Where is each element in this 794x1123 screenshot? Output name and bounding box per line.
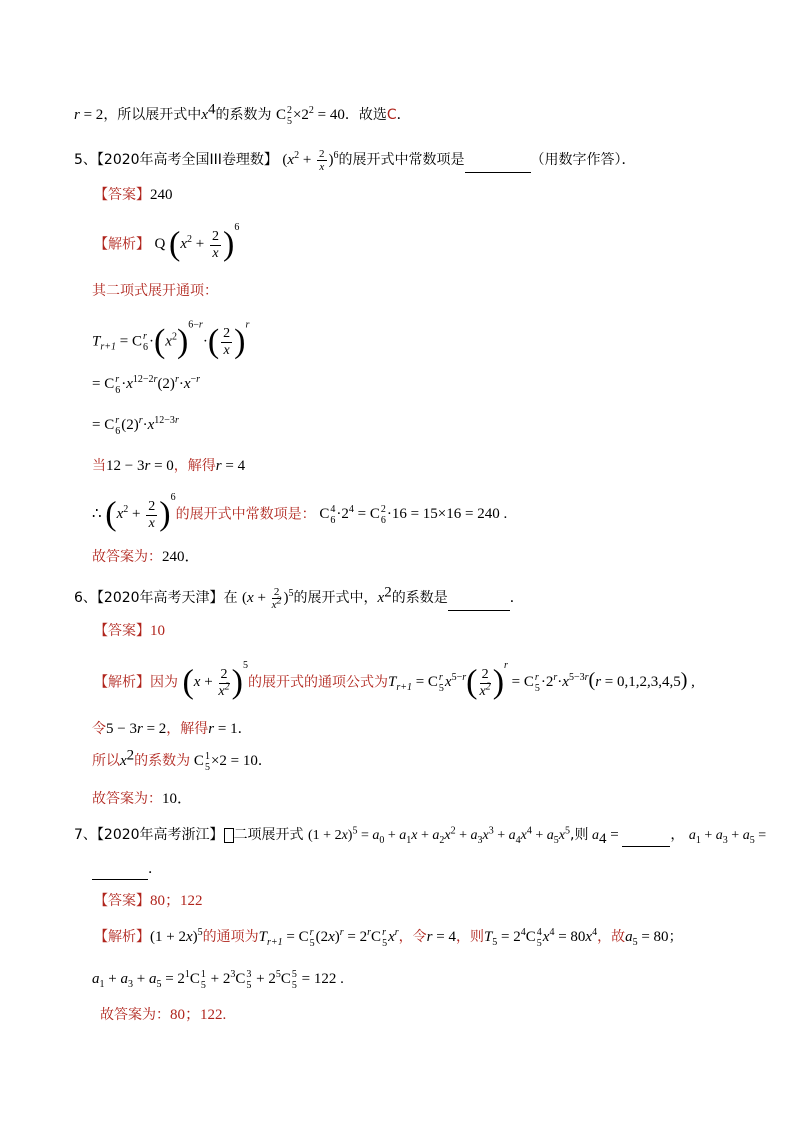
answer-blank[interactable] [92,865,148,880]
answer-blank[interactable] [465,158,531,173]
analysis-line: 【解析】 Q ($x^2$ + $\frac{2}{x}$ )$^6$ [94,222,240,263]
question-6-stem: 6、【2020年高考天津】在 (x + $\frac{2}{x^2}$ )$^5$的展开式中，$x^2$的系数是 ． [74,584,524,611]
sum-line: $a_1 + a_3 + a_5 = 2^1C$ 1 5 + $2^3C$ 3 5 + $2^5C$ 5 5 = 122 . [92,968,344,991]
intro-line: r = 2，所以展开式中$x^4$的系数为 C 2 5 $\times 2^2 = 40$．故选C． [74,101,411,127]
question-7-stem: 7、【2020年高考浙江】 二项展开式 $(1 + 2x)^5 = a_0 + a_1x + a_2x^2 + a_3x^3 + a_4x^4 + a_5x^5$,则 $a_4$ = ， $a_1 + a_3 + a_5$ = [74,825,767,847]
answer-blank[interactable] [448,596,510,611]
general-term-label: 其二项式展开通项： [92,283,218,299]
final-answer-7: 故答案为：80；122. [100,1007,227,1023]
final-answer-5: 故答案为：240． [92,549,200,565]
box-glyph [224,828,234,843]
formula-2: = C r 6 $\cdot x^{12-2r}(2)^r\cdot x^{-r}$ [92,373,201,396]
answer-line: 【答案】10 [94,623,165,639]
answer-line: 【答案】240 [94,187,173,203]
analysis-line: 【解析】$(1 + 2x)^5$的通项为$T_{r+1} = C$ r 5 $(2x)^r = 2^rC$ r 5 $x^r$，令r = 4，则$T_5 = 2^4C$ 4 5 $x^4 = 80x^4$，故$a_5 = 80$； [94,926,683,949]
solve-line: 当12 − 3r = 0，解得r = 4 [92,458,246,474]
coef-line: 所以$x^2$的系数为 C 1 5 ×2 = 10． [92,747,272,773]
const-term-line: ∴ ($x^2$ + $\frac{2}{x}$ )$^6$的展开式中常数项是： C 4 6 $\cdot 2^4 = C$ 2 6 ·16 = 15×16 = 240 . [92,492,508,533]
let-line: 令5 − 3r = 2，解得r = 1． [92,721,252,737]
answer-blank[interactable] [622,832,670,847]
answer-line: 【答案】80；122 [94,893,203,909]
analysis-line: 【解析】因为 (x + $\frac{2}{x^2}$ )$^5$的展开式的通项公式为$T_{r+1} = C$ r 5 $x^{5-r}$( $\frac{2}{x^2}$ )$^r$ = C r 5 $\cdot 2^r\cdot x^{5-3r}(r = 0,1,2,3,4,5)$ , [94,660,695,701]
question-5-stem: 5、【2020年高考全国III卷理数】 ($x^2$ + $\frac{2}{x}$ )$^6$的展开式中常数项是 （用数字作答）． [74,148,636,173]
final-answer-6: 故答案为：10． [92,791,193,807]
formula-3: = C r 6 $(2)^r\cdot x^{12-3r}$ [92,414,179,437]
formula-1: $T_{r+1} = C$ r 6 $\cdot(x^2)^{6-r}\cdot$( $\frac{2}{x}$ )$^r$ [92,319,250,360]
question-7-blank-line: ． [92,858,162,880]
